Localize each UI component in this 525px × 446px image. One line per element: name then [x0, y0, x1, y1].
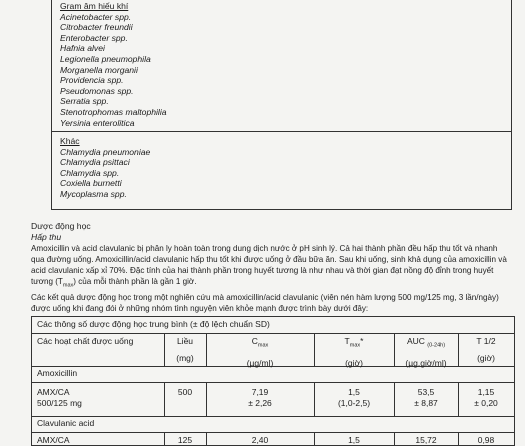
group-label: Clavulanic acid [37, 418, 95, 428]
header-auc [394, 333, 458, 366]
organism-item: Coxiella burnetti [60, 178, 122, 189]
cell-text: ± 2,26 [248, 398, 272, 408]
organism-item: Citrobacter freundii [60, 22, 133, 33]
header-label [394, 336, 458, 352]
header-text: T [344, 336, 350, 346]
cell-text: 500/125 mg [37, 398, 82, 408]
cell-text: 1,15 [477, 387, 495, 397]
text-fragment: ) của mỗi thành phần là gần 1 giờ. [73, 277, 197, 286]
header-unit: (giờ) [345, 357, 363, 368]
table-row [32, 432, 514, 446]
pk-parameters-table [31, 316, 515, 446]
organism-item: Chlamydia psittaci [60, 157, 130, 168]
section-heading: Khác [60, 136, 80, 146]
organism-item: Serratia spp. [60, 96, 109, 107]
cell-text: AMX/CA [37, 387, 70, 397]
organism-item: Yersinia enterolitica [60, 117, 135, 128]
cell-text: 1,5 [348, 387, 360, 397]
footnote-mark: * [360, 336, 364, 346]
header-unit: (µg.giờ/ml) [405, 357, 447, 368]
organism-item: Acinetobacter spp. [60, 11, 132, 22]
header-unit: (mg) [176, 353, 194, 363]
paragraph-line: qua đường uống. Amoxicillin/acid clavulanic hấp thu tốt khi được uống ở đầu bữa ăn. Sau khi uống, sinh khả dụng của amoxicillin và [31, 255, 507, 264]
header-tmax [314, 333, 394, 366]
cell-tmax: 1,5 [348, 435, 360, 445]
table-group-row [32, 416, 514, 433]
pharmacokinetics-section [31, 221, 516, 314]
header-label [206, 336, 314, 352]
header-label [314, 336, 394, 352]
header-t12 [458, 333, 514, 366]
paragraph-line: được uống khi đang đói ở những nhóm tình nguyện viên khỏe mạnh được trình bày dưới đây: [31, 303, 369, 313]
section-title: Dược động học [31, 221, 91, 231]
cell-text: 7,19 [251, 387, 269, 397]
gram-negative-section [60, 1, 167, 128]
cell-text: ± 0,20 [474, 398, 498, 408]
header-cmax [206, 333, 314, 366]
table-caption-row [32, 317, 514, 334]
header-unit: (µg/ml) [246, 357, 274, 368]
paragraph-line: Amoxicillin và acid clavulanic bị phân ly hoàn toàn trong dung dịch nước ở pH sinh lý. Cả hai thành phần đều hấp thu tốt và nhanh [31, 244, 498, 253]
section-subtitle: Hấp thu [31, 232, 62, 242]
paragraph-line: acid clavulanic xấp xỉ 70%. Đặc tính của hai thành phần trong huyết tương là như nhau và thời gian đạt nồng độ đỉnh trong huyết [31, 266, 494, 275]
other-organisms-section [60, 136, 150, 200]
organism-list-box [51, 0, 512, 210]
organism-item: Hafnia alvei [60, 43, 105, 54]
group-label: Amoxicillin [37, 368, 78, 378]
table-row [32, 382, 514, 417]
table-caption: Các thông số dược động học trung bình (± độ lệch chuẩn SD) [37, 319, 270, 329]
organism-item: Stenotrophomas maltophilia [60, 106, 167, 117]
cell-t12: 0,98 [477, 435, 495, 445]
cell-tmax [314, 382, 394, 416]
subscript: max [62, 282, 74, 289]
organism-item: Providencia spp. [60, 75, 124, 86]
subscript: max [257, 342, 269, 349]
header-unit: (giờ) [477, 353, 495, 363]
cell-auc [394, 382, 458, 416]
table-header-row [32, 333, 514, 367]
cell-text: 53,5 [417, 387, 435, 397]
cell-t12 [458, 382, 514, 416]
header-text: AUC [406, 336, 425, 346]
header-text: C [251, 336, 258, 346]
row-agent [37, 382, 163, 416]
paragraph-line: Các kết quả dược động học trong một nghiên cứu mà amoxicillin/acid clavulanic (viên nén hàm lượng 500 mg/125 mg, 3 lần/ngày) [31, 292, 499, 302]
section-divider [52, 131, 511, 132]
organism-item: Chlamydia pneumoniae [60, 146, 151, 157]
cell-dose: 500 [177, 387, 193, 397]
table-group-row [32, 366, 514, 383]
cell-cmax: 2,40 [251, 435, 269, 445]
paragraph-line [31, 276, 516, 292]
organism-item: Enterobacter spp. [60, 32, 128, 43]
subscript: max [349, 342, 361, 349]
header-dose [164, 333, 206, 366]
header-agent: Các hoạt chất được uống [37, 336, 134, 346]
cell-text: ± 8,87 [414, 398, 438, 408]
cell-cmax [206, 382, 314, 416]
subscript: (0-24h) [427, 342, 446, 349]
organism-item: Legionella pneumophila [60, 53, 151, 64]
organism-item: Pseudomonas spp. [60, 85, 134, 96]
cell-auc: 15,72 [415, 435, 437, 445]
header-label: T 1/2 [476, 336, 496, 346]
organism-item: Morganella morganii [60, 64, 138, 75]
row-agent: AMX/CA [37, 435, 70, 445]
section-heading: Gram âm hiếu khí [60, 1, 129, 11]
header-label: Liều [176, 336, 194, 346]
cell-dose: 125 [177, 435, 193, 445]
text-fragment: tương (T [31, 277, 63, 286]
cell-text: (1,0-2,5) [337, 398, 371, 408]
organism-item: Mycoplasma spp. [60, 188, 127, 199]
organism-item: Chlamydia spp. [60, 167, 120, 178]
